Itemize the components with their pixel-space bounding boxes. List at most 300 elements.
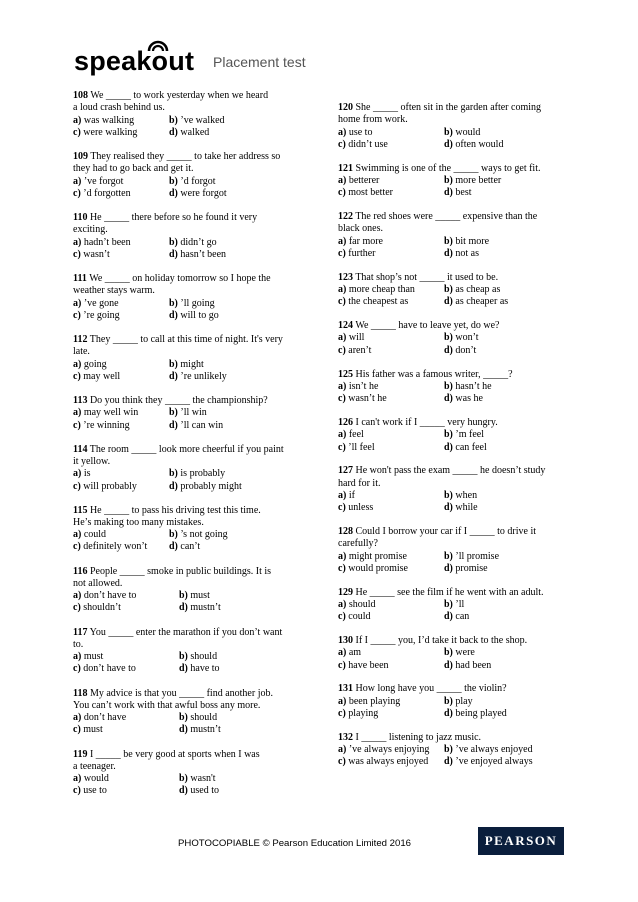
header [74, 44, 374, 78]
answer-options [338, 490, 573, 515]
option-text: was walking [83, 114, 135, 126]
answer-option [338, 756, 444, 768]
option-letter: c) [73, 724, 81, 736]
answer-option [73, 651, 179, 663]
question-text [338, 223, 573, 235]
option-letter: d) [169, 480, 178, 492]
option-text: more cheap than [348, 284, 415, 296]
option-letter: a) [338, 744, 347, 756]
option-text: must [83, 724, 103, 736]
question-number: 111 [73, 272, 87, 284]
option-text: ’ll promise [455, 550, 500, 562]
answer-option [338, 551, 444, 563]
option-text: can [455, 611, 470, 623]
option-letter: c) [338, 659, 346, 671]
option-text: isn’t he [348, 380, 379, 392]
question-123 [338, 272, 573, 309]
question-line: He _____ to pass his driving test this time. [89, 504, 261, 516]
option-text: walked [180, 126, 210, 138]
question-text [73, 102, 308, 114]
answer-option [338, 502, 444, 514]
option-text: ’ve always enjoying [348, 744, 430, 756]
question-number: 108 [73, 90, 88, 101]
option-letter: d) [444, 296, 453, 308]
question-line: The room _____ look more cheerful if you paint [89, 443, 284, 455]
option-text: ’ve walked [180, 114, 225, 126]
option-text: can feel [455, 441, 487, 453]
option-text: ’ll going [180, 297, 215, 309]
pearson-logo: PEARSON [478, 827, 564, 855]
answer-option [73, 359, 169, 371]
option-letter: d) [444, 562, 453, 574]
answer-option [444, 563, 573, 575]
option-letter: a) [338, 380, 347, 392]
answer-option [338, 611, 444, 623]
option-text: were forgot [180, 187, 227, 199]
answer-option [338, 442, 444, 454]
question-line: late. [73, 346, 90, 358]
option-letter: c) [73, 126, 81, 138]
option-letter: c) [73, 663, 81, 675]
option-letter: a) [73, 529, 82, 541]
option-text: ’ve always enjoyed [455, 744, 533, 756]
question-111 [73, 273, 308, 322]
option-letter: c) [73, 248, 81, 260]
option-text: am [348, 647, 362, 659]
option-text: betterer [348, 174, 380, 186]
option-text: didn’t use [348, 138, 388, 150]
option-text: hadn’t been [83, 236, 131, 248]
answer-option [73, 481, 169, 493]
answer-option [444, 429, 573, 441]
option-text: will to go [180, 309, 219, 321]
option-text: can’t [180, 541, 201, 553]
answer-options [338, 127, 573, 152]
option-letter: a) [338, 429, 347, 441]
answer-option [338, 248, 444, 260]
question-line: People _____ smoke in public buildings. It is [89, 565, 272, 577]
question-text [73, 346, 308, 358]
option-text: been playing [348, 695, 401, 707]
option-letter: d) [444, 247, 453, 259]
question-text [73, 285, 308, 297]
question-text [73, 505, 308, 517]
question-number: 125 [338, 368, 353, 380]
question-line: He _____ there before so he found it very [89, 211, 258, 223]
option-text: don’t have to [83, 663, 136, 675]
answer-options [338, 175, 573, 200]
option-letter: a) [73, 407, 82, 419]
question-text [338, 732, 573, 744]
answer-option [444, 490, 573, 502]
option-letter: d) [169, 126, 178, 138]
option-text: while [455, 502, 478, 514]
question-116 [73, 566, 308, 615]
option-text: wasn't [190, 773, 216, 785]
option-letter: b) [444, 284, 453, 296]
option-text: may well [83, 370, 121, 382]
answer-option [444, 381, 573, 393]
option-text: use to [83, 785, 107, 797]
answer-option [73, 298, 169, 310]
speakout-logo [74, 44, 194, 78]
answer-option [179, 651, 308, 663]
option-text: were [455, 647, 475, 659]
option-letter: a) [338, 695, 347, 707]
answer-option [73, 529, 169, 541]
option-text: ’ve enjoyed always [455, 756, 533, 768]
option-text: ’s not going [180, 529, 228, 541]
option-text: won’t [455, 332, 479, 344]
answer-options [73, 651, 308, 676]
question-line: We _____ on holiday tomorrow so I hope the [89, 272, 271, 284]
option-letter: b) [179, 651, 188, 663]
question-line: That shop’s not _____ it used to be. [355, 271, 499, 283]
answer-option [444, 236, 573, 248]
question-line: His father was a famous writer, _____? [355, 368, 513, 380]
question-text [73, 334, 308, 346]
question-line: hard for it. [338, 477, 381, 489]
option-letter: a) [338, 332, 347, 344]
option-text: may well win [83, 407, 139, 419]
question-text [338, 114, 573, 126]
answer-option [444, 187, 573, 199]
option-text: being played [455, 708, 507, 720]
question-text [338, 478, 573, 490]
option-letter: d) [444, 138, 453, 150]
answer-option [444, 139, 573, 151]
answer-options [338, 429, 573, 454]
answer-option [338, 696, 444, 708]
answer-options [73, 298, 308, 323]
question-line: black ones. [338, 223, 383, 235]
answer-option [73, 602, 179, 614]
question-text [73, 456, 308, 468]
option-letter: b) [444, 550, 453, 562]
option-text: ’re going [83, 309, 120, 321]
answer-option [169, 371, 308, 383]
question-text [73, 700, 308, 712]
option-letter: a) [73, 175, 82, 187]
answer-option [338, 332, 444, 344]
option-letter: d) [169, 541, 178, 553]
option-letter: c) [338, 247, 346, 259]
answer-option [73, 420, 169, 432]
option-letter: d) [444, 611, 453, 623]
option-letter: d) [179, 785, 188, 797]
option-text: mustn’t [190, 724, 221, 736]
option-letter: d) [179, 663, 188, 675]
answer-options [338, 647, 573, 672]
option-text: would [83, 773, 109, 785]
answer-option [169, 127, 308, 139]
option-letter: b) [179, 590, 188, 602]
answer-option [338, 284, 444, 296]
answer-option [73, 712, 179, 724]
option-text: wasn’t [83, 248, 110, 260]
question-125 [338, 369, 573, 406]
option-letter: b) [444, 695, 453, 707]
answer-option [338, 660, 444, 672]
option-letter: a) [73, 297, 82, 309]
question-number: 116 [73, 565, 88, 577]
question-number: 128 [338, 526, 353, 538]
option-letter: c) [73, 785, 81, 797]
question-line: weather stays warm. [73, 285, 155, 297]
answer-option [338, 175, 444, 187]
option-text: ’re unlikely [180, 370, 227, 382]
option-text: feel [348, 429, 364, 441]
question-117 [73, 627, 308, 676]
answer-option [338, 345, 444, 357]
question-text [73, 761, 308, 773]
option-letter: d) [444, 659, 453, 671]
question-text [73, 639, 308, 651]
question-text [73, 578, 308, 590]
option-letter: c) [338, 562, 346, 574]
question-text [73, 395, 308, 407]
question-text [338, 369, 573, 381]
answer-option [73, 590, 179, 602]
option-text: is probably [180, 468, 226, 480]
option-text: ’m feel [455, 429, 484, 441]
option-text: have been [348, 659, 389, 671]
option-letter: b) [444, 599, 453, 610]
option-text: as cheaper as [455, 296, 509, 308]
question-108 [73, 90, 308, 139]
option-letter: b) [179, 712, 188, 724]
option-letter: b) [444, 332, 453, 344]
option-letter: b) [169, 114, 178, 126]
answer-option [338, 708, 444, 720]
question-number: 124 [338, 320, 353, 332]
question-number: 117 [73, 626, 88, 638]
option-text: play [455, 695, 473, 707]
question-127 [338, 465, 573, 514]
answer-option [444, 599, 573, 611]
question-line: a loud crash behind us. [73, 102, 165, 114]
option-text: didn’t go [180, 236, 217, 248]
answer-option [169, 541, 308, 553]
option-text: would [455, 126, 481, 138]
option-text: far more [348, 235, 383, 247]
question-text [338, 417, 573, 429]
option-letter: d) [444, 708, 453, 720]
option-letter: b) [169, 529, 178, 541]
answer-option [73, 468, 169, 480]
answer-options [73, 712, 308, 737]
answer-option [179, 724, 308, 736]
answer-options [73, 237, 308, 262]
answer-option [338, 599, 444, 611]
option-letter: b) [444, 647, 453, 659]
option-letter: c) [338, 708, 346, 720]
answer-options [73, 590, 308, 615]
option-letter: a) [73, 114, 82, 126]
option-letter: d) [444, 393, 453, 405]
question-109 [73, 151, 308, 200]
option-letter: a) [338, 284, 347, 296]
answer-option [169, 249, 308, 261]
answer-option [444, 647, 573, 659]
option-letter: b) [444, 235, 453, 247]
option-letter: d) [444, 502, 453, 514]
answer-option [169, 481, 308, 493]
question-text [73, 566, 308, 578]
question-text [73, 517, 308, 529]
answer-options [73, 773, 308, 798]
question-line: I can't work if I _____ very hungry. [355, 416, 498, 428]
question-text [73, 151, 308, 163]
option-text: the cheapest as [348, 296, 409, 308]
question-number: 119 [73, 748, 88, 760]
answer-option [73, 249, 169, 261]
logo-arc-icon [147, 38, 169, 52]
question-text [73, 688, 308, 700]
option-text: further [348, 247, 376, 259]
option-text: when [455, 489, 478, 501]
question-line: If I _____ you, I’d take it back to the shop. [355, 635, 528, 647]
question-number: 115 [73, 504, 88, 516]
option-letter: c) [73, 309, 81, 321]
question-line: not allowed. [73, 577, 123, 589]
option-text: don’t have to [83, 590, 137, 602]
question-number: 114 [73, 443, 88, 455]
question-131 [338, 683, 573, 720]
answer-option [73, 773, 179, 785]
answer-option [338, 139, 444, 151]
option-letter: c) [73, 419, 81, 431]
question-line: home from work. [338, 114, 408, 126]
answer-option [169, 407, 308, 419]
question-132 [338, 732, 573, 769]
option-text: was he [455, 393, 483, 405]
option-text: probably might [180, 480, 242, 492]
option-text: ’re winning [83, 419, 130, 431]
option-letter: d) [169, 248, 178, 260]
answer-option [338, 381, 444, 393]
answer-option [169, 176, 308, 188]
option-text: definitely won’t [83, 541, 148, 553]
option-letter: b) [444, 744, 453, 756]
answer-option [169, 115, 308, 127]
answer-option [169, 298, 308, 310]
question-text [338, 272, 573, 284]
answer-options [338, 284, 573, 309]
option-text: have to [190, 663, 220, 675]
option-letter: a) [73, 590, 82, 602]
answer-options [73, 176, 308, 201]
question-number: 122 [338, 211, 353, 223]
answer-options [73, 115, 308, 140]
answer-option [73, 371, 169, 383]
option-text: ’ll win [180, 407, 207, 419]
answer-option [444, 551, 573, 563]
answer-option [169, 420, 308, 432]
option-letter: d) [444, 441, 453, 453]
question-124 [338, 320, 573, 357]
option-letter: c) [73, 187, 81, 199]
question-number: 123 [338, 271, 353, 283]
question-text [338, 465, 573, 477]
question-120 [338, 102, 573, 151]
question-number: 109 [73, 150, 88, 162]
answer-options [73, 529, 308, 554]
question-126 [338, 417, 573, 454]
question-text [73, 163, 308, 175]
question-number: 113 [73, 394, 88, 406]
option-letter: b) [444, 126, 453, 138]
option-letter: d) [444, 187, 453, 199]
answer-option [444, 611, 573, 623]
question-text [338, 635, 573, 647]
answer-option [179, 663, 308, 675]
option-text: unless [348, 502, 374, 514]
option-letter: a) [73, 358, 82, 370]
question-line: How long have you _____ the violin? [355, 683, 507, 695]
option-letter: a) [338, 647, 347, 659]
option-letter: c) [338, 611, 346, 623]
option-letter: a) [338, 550, 347, 562]
answer-option [73, 237, 169, 249]
question-line: They realised they _____ to take her address so [90, 150, 281, 162]
option-text: ’ve gone [83, 297, 119, 309]
answer-option [444, 127, 573, 139]
answer-option [444, 345, 573, 357]
answer-option [444, 756, 573, 768]
copyright-footer: PHOTOCOPIABLE © Pearson Education Limited 2016 [178, 838, 411, 849]
question-line: they had to go back and get it. [73, 163, 194, 175]
option-text: use to [348, 126, 373, 138]
question-text [73, 444, 308, 456]
option-text: was always enjoyed [348, 756, 429, 768]
option-letter: a) [73, 236, 82, 248]
answer-option [73, 663, 179, 675]
option-letter: b) [169, 236, 178, 248]
answer-options [338, 381, 573, 406]
question-line: You can’t work with that awful boss any more. [73, 699, 261, 711]
option-text: most better [348, 187, 393, 199]
option-letter: b) [444, 429, 453, 441]
option-text: mustn’t [190, 602, 221, 614]
option-letter: b) [169, 297, 178, 309]
answer-option [169, 529, 308, 541]
question-text [73, 90, 308, 102]
option-text: might [180, 358, 204, 370]
option-text: should [190, 651, 218, 663]
option-letter: c) [338, 441, 346, 453]
answer-option [338, 296, 444, 308]
answer-option [444, 175, 573, 187]
option-letter: a) [338, 235, 347, 247]
answer-option [179, 602, 308, 614]
option-letter: c) [338, 756, 346, 768]
answer-option [169, 468, 308, 480]
question-128 [338, 526, 573, 575]
question-110 [73, 212, 308, 261]
answer-option [169, 188, 308, 200]
subtitle: Placement test [213, 54, 306, 70]
option-text: promise [455, 562, 488, 574]
logo-text: speakout [74, 46, 195, 76]
option-letter: b) [169, 407, 178, 419]
option-text: used to [190, 785, 220, 797]
question-number: 132 [338, 731, 353, 743]
answer-option [444, 284, 573, 296]
option-text: shouldn’t [83, 602, 121, 614]
option-text: must [190, 590, 210, 602]
question-119 [73, 749, 308, 798]
